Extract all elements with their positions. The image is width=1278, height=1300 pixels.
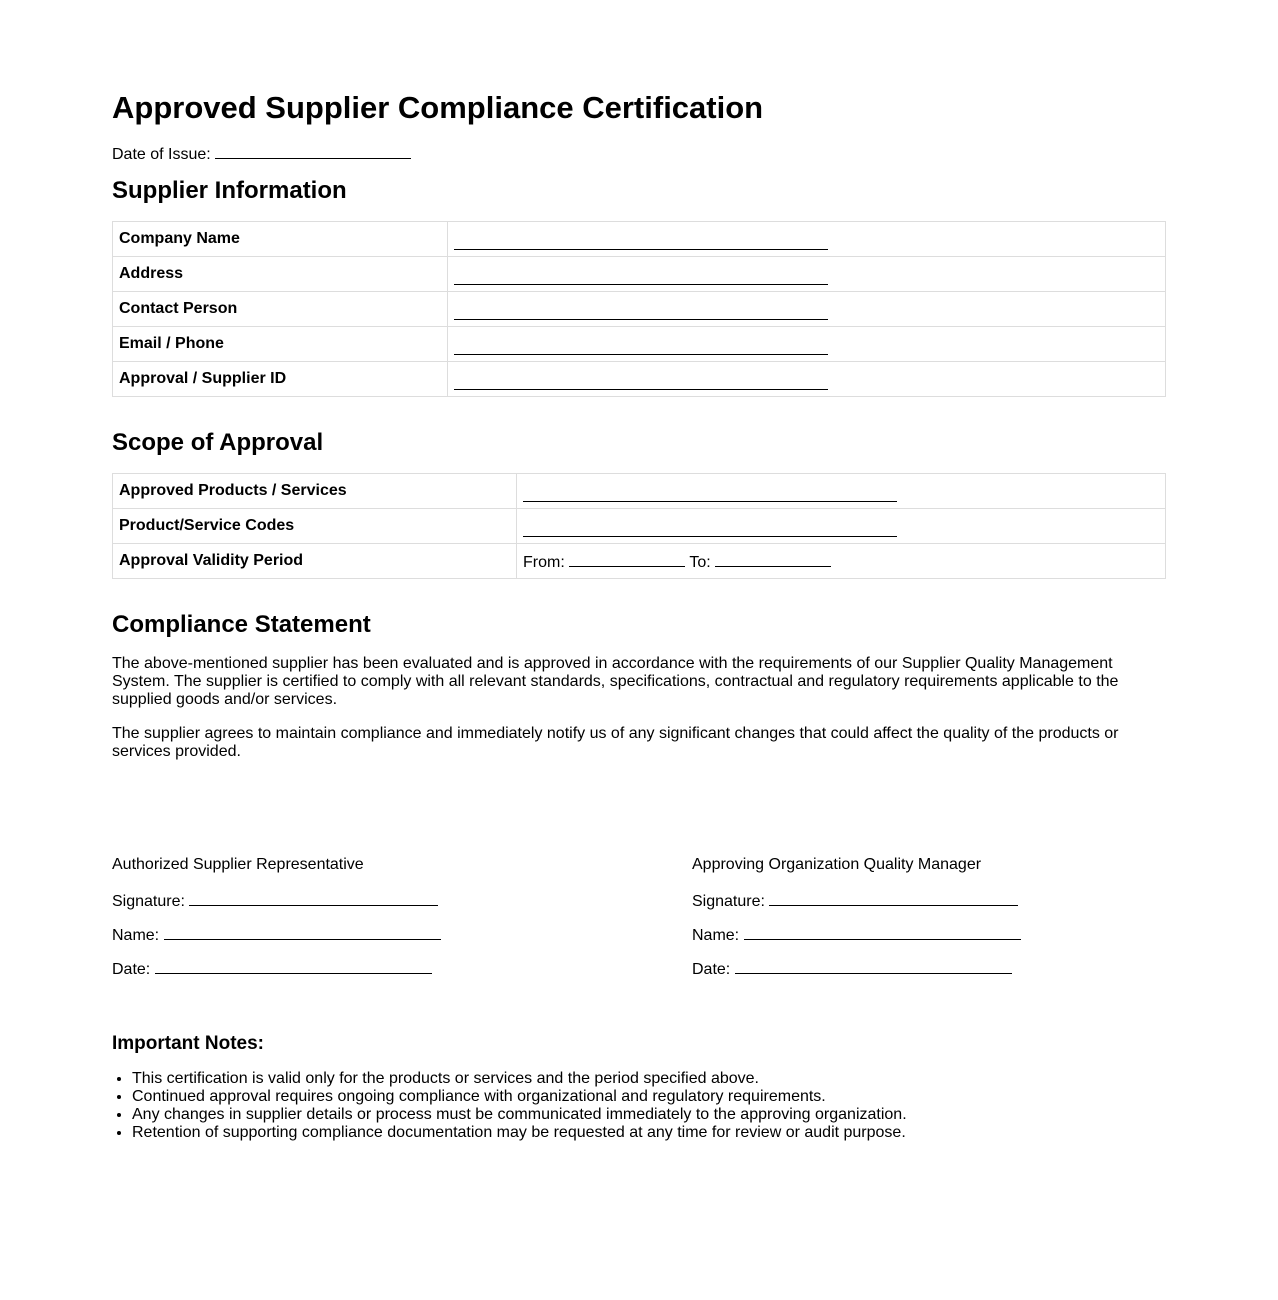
address-label: Address bbox=[113, 257, 448, 292]
supplier-date-row bbox=[112, 958, 432, 979]
validity-to-field[interactable] bbox=[715, 551, 831, 567]
supplier-signature-heading: Authorized Supplier Representative bbox=[112, 856, 364, 873]
approved-products-field[interactable] bbox=[523, 484, 897, 502]
address-field[interactable] bbox=[454, 267, 828, 285]
list-item: • Any changes in supplier details or process must be communicated immediately to the approving organization. bbox=[132, 1106, 1172, 1124]
supplier-signature-label: Signature: bbox=[112, 893, 185, 910]
document-title: Approved Supplier Compliance Certification bbox=[112, 90, 764, 125]
organization-date-field[interactable] bbox=[735, 958, 1012, 974]
supplier-name-row bbox=[112, 924, 441, 945]
product-codes-field[interactable] bbox=[523, 519, 897, 537]
approved-products-cell bbox=[517, 474, 1166, 509]
supplier-name-field[interactable] bbox=[164, 924, 441, 940]
list-item: • Retention of supporting compliance documentation may be requested at any time for review or audit purpose. bbox=[132, 1124, 1172, 1142]
scope-of-approval-heading: Scope of Approval bbox=[112, 429, 324, 456]
list-item: • This certification is valid only for the products or services and the period specified above. bbox=[132, 1070, 1172, 1088]
compliance-paragraph-2: The supplier agrees to maintain compliance and immediately notify us of any significant changes that could affect the quality of the products or services provided. bbox=[112, 725, 1119, 760]
date-of-issue-field[interactable] bbox=[215, 143, 411, 159]
validity-from-field[interactable] bbox=[569, 551, 685, 567]
table-row bbox=[113, 544, 1166, 579]
compliance-paragraph-1: The above-mentioned supplier has been evaluated and is approved in accordance with the requirements of our Supplier Quality Management System. The supplier is certified to comply with all relevant standards, specifications, contractual and regulatory requirements applicable to the supplied goods and/or services. bbox=[112, 655, 1119, 708]
contact-person-label: Contact Person bbox=[113, 292, 448, 327]
supplier-signature-row bbox=[112, 890, 438, 911]
validity-from-label: From: bbox=[523, 553, 565, 571]
supplier-date-label: Date: bbox=[112, 961, 151, 978]
scope-of-approval-table bbox=[112, 473, 1166, 579]
product-codes-label: Product/Service Codes bbox=[113, 509, 517, 544]
table-row bbox=[113, 509, 1166, 544]
email-phone-label: Email / Phone bbox=[113, 327, 448, 362]
important-notes-heading: Important Notes: bbox=[112, 1033, 264, 1054]
organization-name-label: Name: bbox=[692, 927, 740, 944]
validity-period-label: Approval Validity Period bbox=[113, 544, 517, 579]
company-name-label: Company Name bbox=[113, 222, 448, 257]
organization-name-field[interactable] bbox=[744, 924, 1021, 940]
supplier-signature-field[interactable] bbox=[189, 890, 438, 906]
table-row bbox=[113, 474, 1166, 509]
validity-to-label: To: bbox=[689, 553, 711, 571]
table-row bbox=[113, 327, 1166, 362]
supplier-information-table bbox=[112, 221, 1166, 397]
organization-signature-field[interactable] bbox=[769, 890, 1018, 906]
organization-signature-heading: Approving Organization Quality Manager bbox=[692, 856, 982, 873]
important-notes-list bbox=[112, 1070, 1172, 1142]
organization-name-row bbox=[692, 924, 1021, 945]
organization-date-row bbox=[692, 958, 1012, 979]
email-phone-field[interactable] bbox=[454, 337, 828, 355]
organization-date-label: Date: bbox=[692, 961, 731, 978]
contact-person-cell bbox=[448, 292, 1166, 327]
date-of-issue-label: Date of Issue: bbox=[112, 146, 211, 163]
supplier-id-label: Approval / Supplier ID bbox=[113, 362, 448, 397]
supplier-date-field[interactable] bbox=[155, 958, 432, 974]
product-codes-cell bbox=[517, 509, 1166, 544]
contact-person-field[interactable] bbox=[454, 302, 828, 320]
company-name-field[interactable] bbox=[454, 232, 828, 250]
supplier-id-field[interactable] bbox=[454, 372, 828, 390]
organization-signature-label: Signature: bbox=[692, 893, 765, 910]
supplier-id-cell bbox=[448, 362, 1166, 397]
table-row bbox=[113, 257, 1166, 292]
table-row bbox=[113, 292, 1166, 327]
list-item: • Continued approval requires ongoing compliance with organizational and regulatory requirements. bbox=[132, 1088, 1172, 1106]
address-cell bbox=[448, 257, 1166, 292]
email-phone-cell bbox=[448, 327, 1166, 362]
supplier-name-label: Name: bbox=[112, 927, 160, 944]
validity-period-cell bbox=[517, 544, 1166, 579]
company-name-cell bbox=[448, 222, 1166, 257]
table-row bbox=[113, 222, 1166, 257]
organization-signature-row bbox=[692, 890, 1018, 911]
approved-products-label: Approved Products / Services bbox=[113, 474, 517, 509]
date-of-issue bbox=[112, 143, 411, 164]
compliance-statement-heading: Compliance Statement bbox=[112, 611, 371, 638]
table-row bbox=[113, 362, 1166, 397]
supplier-information-heading: Supplier Information bbox=[112, 177, 347, 204]
